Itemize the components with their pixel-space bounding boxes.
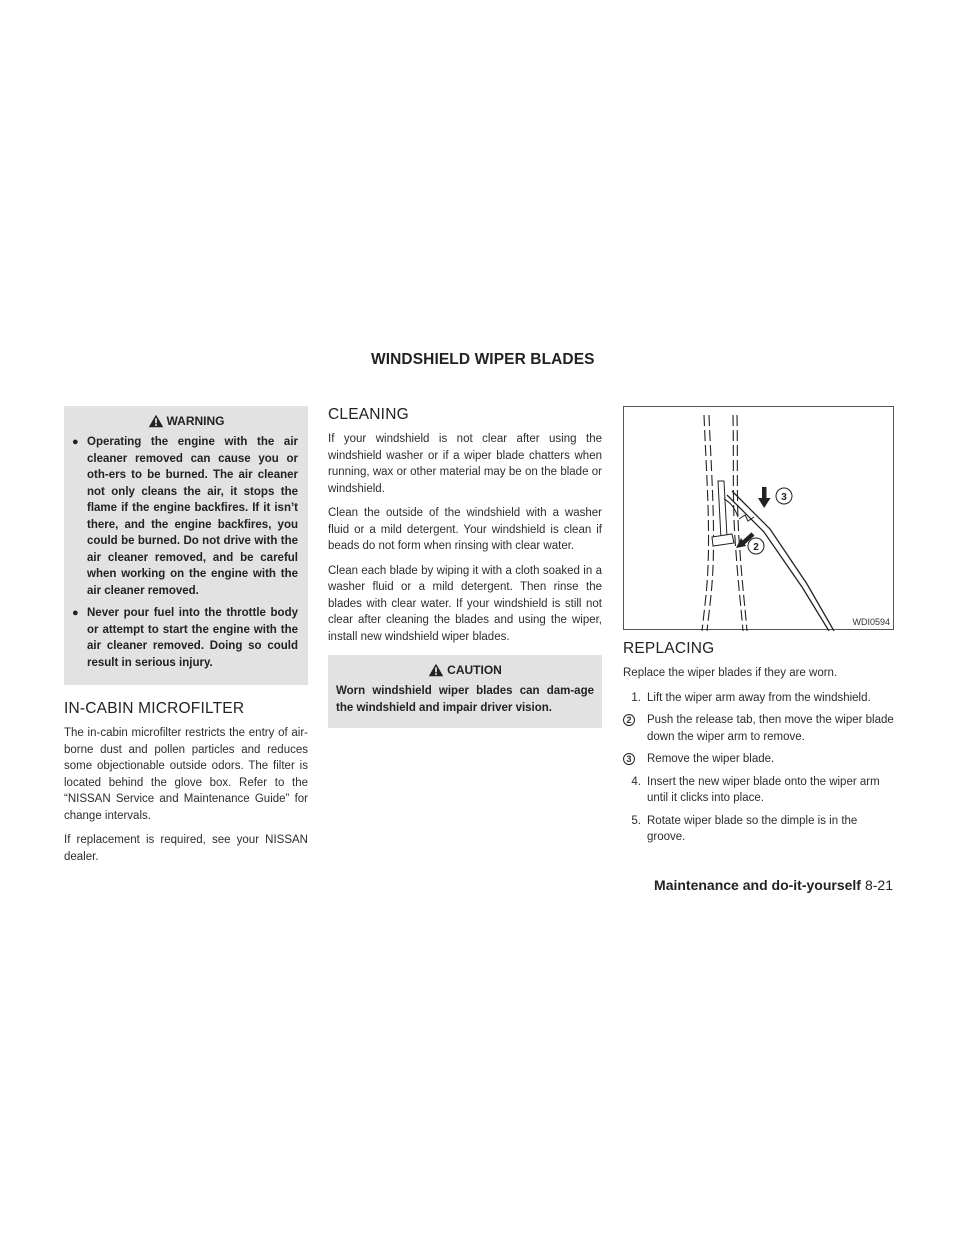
warning-box bbox=[64, 406, 308, 685]
callout-2: 2 bbox=[753, 542, 759, 553]
step-number bbox=[623, 751, 647, 768]
middle-column bbox=[328, 406, 602, 728]
step-number: 5. bbox=[631, 814, 641, 827]
wiper-figure bbox=[623, 406, 894, 630]
callout-3: 3 bbox=[781, 492, 787, 503]
caution-title bbox=[328, 655, 602, 679]
cleaning-paragraph: Clean the outside of the windshield with a washer fluid or a mild detergent. Your windshield is clean if beads do not form when rinsing with clear water. bbox=[328, 507, 602, 552]
warning-item-text: Operating the engine with the air cleaner removed can cause you or oth-ers to be burned. The air cleaner not only cleans the air, it stops the flame if the engine backfires. If it isn’t there, and the engine backfires, you could be burned. Do not drive with the air cleaner removed, and be careful when working on the engine with the air cleaner removed. bbox=[87, 436, 298, 597]
step-item bbox=[623, 751, 896, 768]
cleaning-heading: CLEANING bbox=[328, 406, 409, 423]
caution-icon bbox=[428, 663, 444, 677]
step-text: Lift the wiper arm away from the windshield. bbox=[647, 691, 871, 704]
caution-text: Worn windshield wiper blades can dam-age the windshield and impair driver vision. bbox=[336, 685, 594, 714]
caution-label: CAUTION bbox=[447, 663, 502, 677]
replacing-heading: REPLACING bbox=[623, 640, 715, 657]
step-number: 4. bbox=[631, 775, 641, 788]
bullet-icon: ● bbox=[72, 607, 79, 619]
bullet-icon: ● bbox=[72, 436, 79, 448]
warning-title bbox=[64, 406, 308, 430]
warning-icon bbox=[148, 414, 164, 428]
step-circle: 3 bbox=[623, 753, 635, 765]
warning-item-text: Never pour fuel into the throttle body or attempt to start the engine with the air cleaner removed. Doing so could result in serious injury. bbox=[87, 607, 298, 669]
step-item bbox=[623, 712, 896, 745]
step-text: Push the release tab, then move the wiper blade down the wiper arm to remove. bbox=[647, 714, 894, 743]
microfilter-paragraph: If replacement is required, see your NISSAN dealer. bbox=[64, 834, 308, 863]
warning-label: WARNING bbox=[166, 414, 225, 428]
page-footer bbox=[654, 877, 893, 893]
step-item bbox=[623, 774, 896, 807]
page-heading: WINDSHIELD WIPER BLADES bbox=[371, 351, 595, 368]
step-item bbox=[623, 690, 896, 707]
cleaning-paragraph: Clean each blade by wiping it with a cloth soaked in a washer fluid or a mild detergent. Then rinse the blades with clear water. If your windshield is still not clear after cleaning the blades and using the wiper, install new windshield wiper blades. bbox=[328, 564, 602, 643]
step-number bbox=[623, 712, 647, 745]
replacing-intro: Replace the wiper blades if they are worn. bbox=[623, 667, 838, 679]
step-text: Rotate wiper blade so the dimple is in the groove. bbox=[647, 814, 858, 843]
replacing-steps bbox=[623, 690, 896, 846]
right-column bbox=[623, 406, 896, 852]
wiper-illustration bbox=[624, 407, 895, 631]
warning-list bbox=[64, 430, 308, 685]
microfilter-heading: IN-CABIN MICROFILTER bbox=[64, 700, 245, 717]
figure-code: WDI0594 bbox=[852, 617, 890, 627]
step-number: 1. bbox=[631, 691, 641, 704]
page-number: 8-21 bbox=[864, 877, 893, 893]
warning-item bbox=[72, 605, 298, 671]
caution-box bbox=[328, 655, 602, 728]
left-column bbox=[64, 406, 308, 873]
step-circle: 2 bbox=[623, 714, 635, 726]
warning-item bbox=[72, 434, 298, 599]
step-text: Insert the new wiper blade onto the wiper arm until it clicks into place. bbox=[647, 775, 880, 804]
step-item bbox=[623, 813, 896, 846]
cleaning-paragraph: If your windshield is not clear after using the windshield washer or if a wiper blade chatters when running, wax or other material may be on the blade or windshield. bbox=[328, 433, 602, 495]
footer-section: Maintenance and do-it-yourself bbox=[654, 877, 861, 893]
step-text: Remove the wiper blade. bbox=[647, 753, 775, 765]
microfilter-paragraph: The in-cabin microfilter restricts the entry of air-borne dust and pollen particles and reduces some objectionable outside odors. The filter is located behind the glove box. Refer to the “NISSAN Service and Maintenance Guide” for change intervals. bbox=[64, 727, 308, 822]
